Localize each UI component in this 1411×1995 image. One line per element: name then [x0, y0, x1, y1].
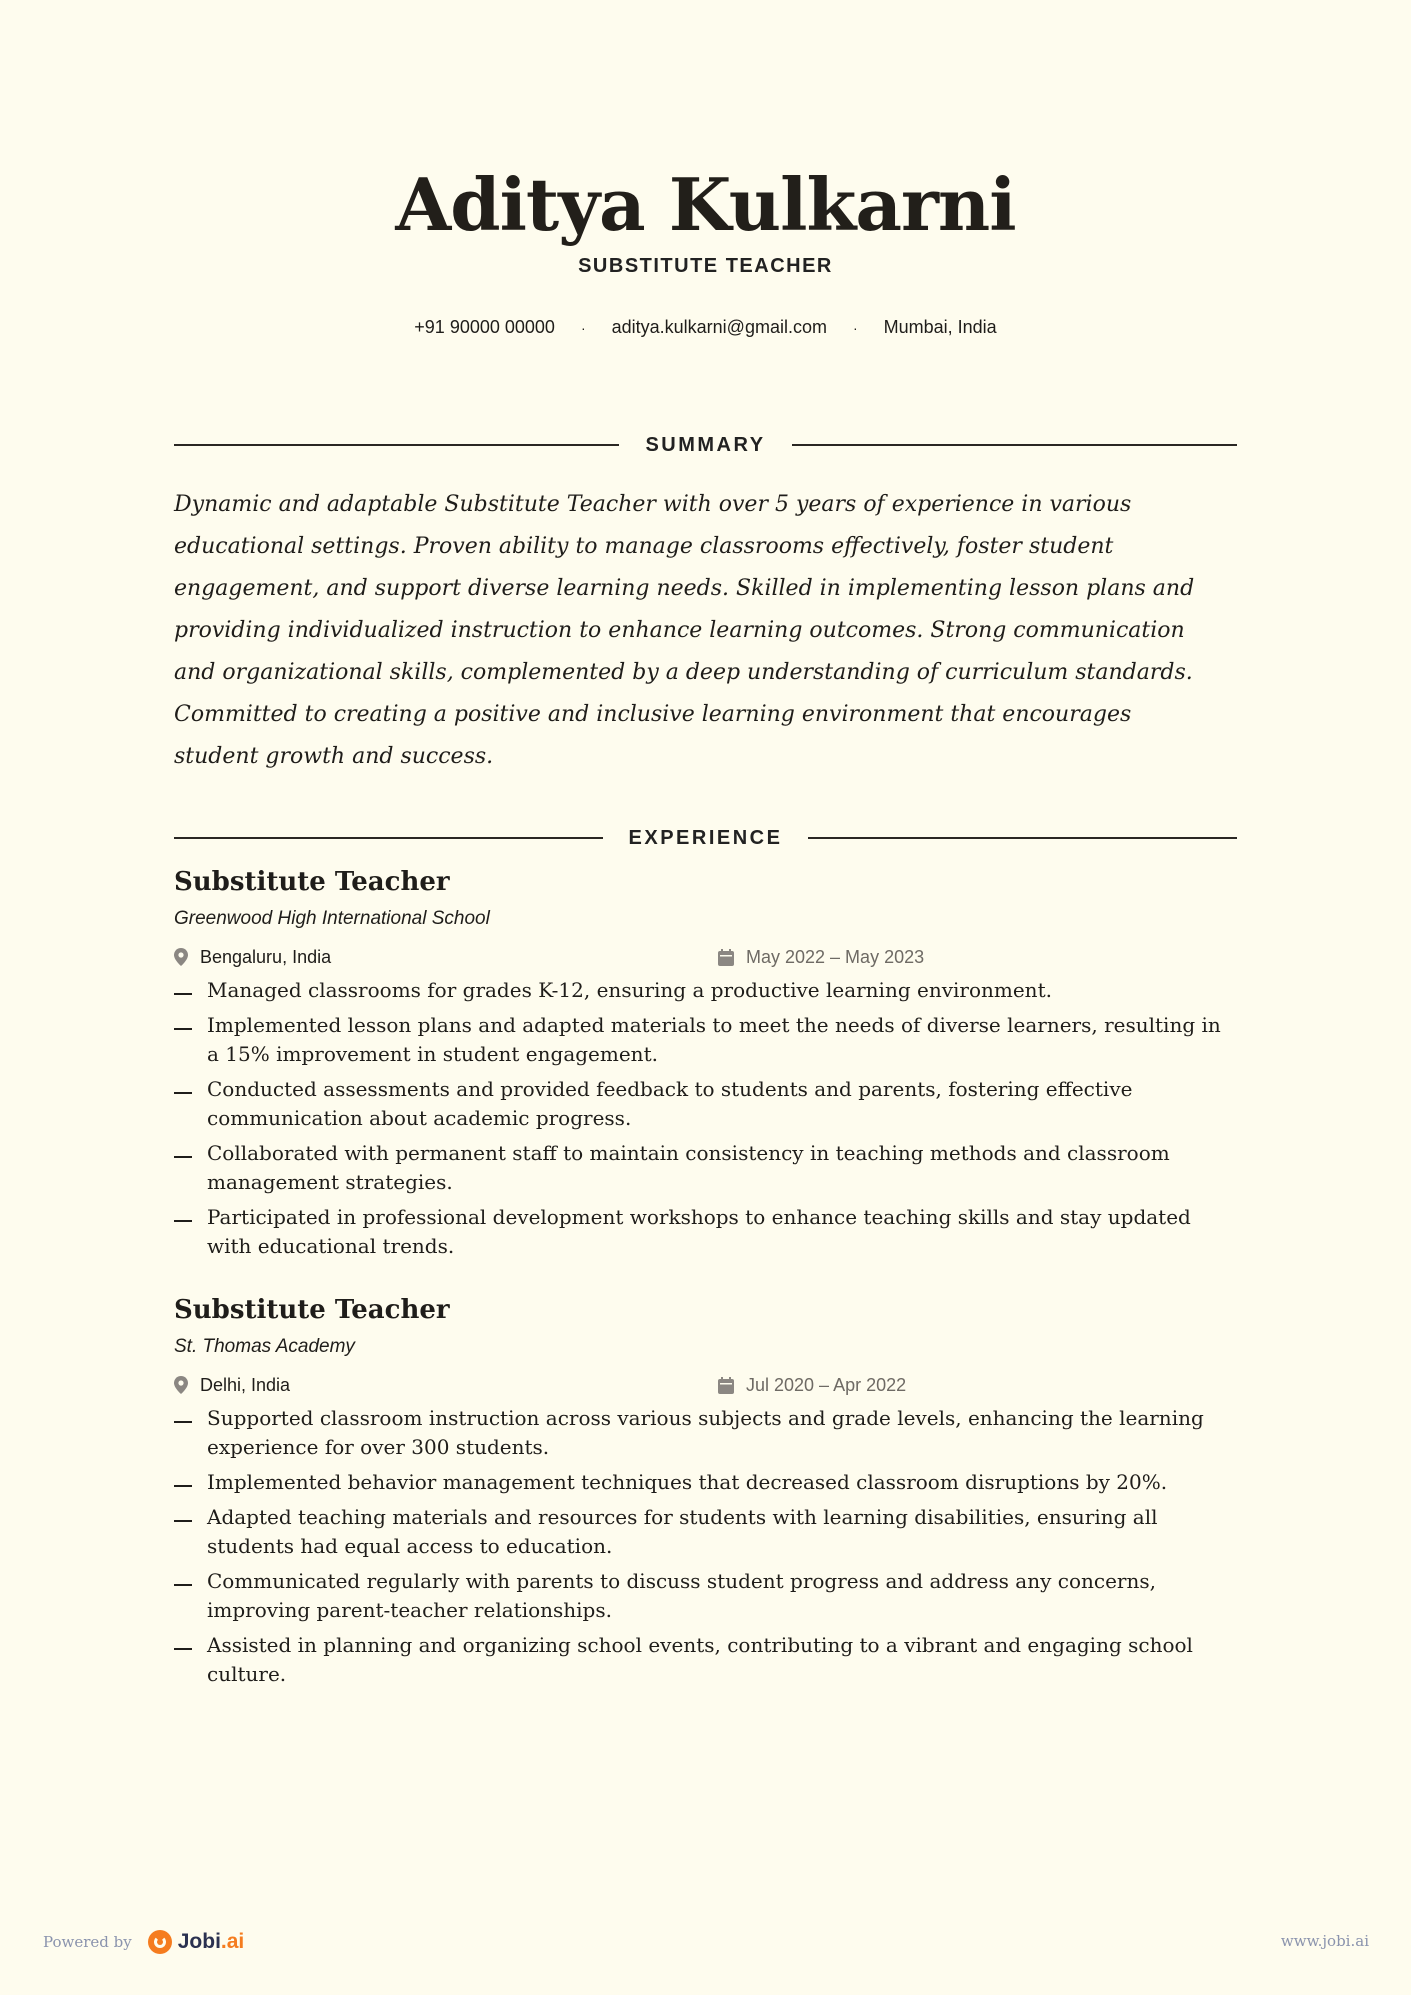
home-location: Mumbai, India [883, 317, 997, 337]
website-link[interactable]: www.jobi.ai [1280, 1932, 1369, 1950]
dash-icon [174, 1584, 192, 1586]
powered-by-label: Powered by [43, 1933, 132, 1951]
dash-icon [174, 1028, 192, 1030]
bullet-line: students had equal access to education. [207, 1534, 613, 1558]
dash-icon [174, 1520, 192, 1522]
job-location-text: Bengaluru, India [200, 947, 332, 967]
bullet-line: Communicated regularly with parents to discuss student progress and address any concerns, [207, 1569, 1156, 1593]
bullet-line: experience for over 300 students. [207, 1435, 550, 1459]
dash-icon [174, 1092, 192, 1094]
dash-icon [174, 1156, 192, 1158]
bullet-line: with educational trends. [207, 1234, 455, 1258]
summary-text [174, 484, 1244, 778]
bullet-line: Supported classroom instruction across various subjects and grade levels, enhancing the learning [207, 1406, 1204, 1430]
bullet-line: management strategies. [207, 1170, 453, 1194]
job-dates-text: May 2022 – May 2023 [746, 947, 925, 967]
logo-suffix: .ai [220, 1930, 245, 1953]
experience-entry [174, 1292, 1244, 1695]
job-company: St. Thomas Academy [174, 1336, 355, 1357]
bullet-line: Implemented lesson plans and adapted materials to meet the needs of diverse learners, resulting in [207, 1013, 1221, 1037]
bullet-line: Participated in professional development workshops to enhance teaching skills and stay updated [207, 1205, 1191, 1229]
bullet-item [174, 1075, 1244, 1133]
bullet-item [174, 1203, 1244, 1261]
jobi-logo-icon [148, 1930, 172, 1954]
bullet-item [174, 1139, 1244, 1197]
bullet-item [174, 1011, 1244, 1069]
location-pin-icon [174, 948, 188, 966]
summary-line: engagement, and support diverse learning needs. Skilled in implementing lesson plans and [174, 576, 1195, 601]
bullet-line: culture. [207, 1662, 287, 1686]
job-dates-text: Jul 2020 – Apr 2022 [746, 1375, 907, 1395]
dash-icon [174, 1421, 192, 1423]
experience-heading [174, 823, 1237, 853]
calendar-icon [718, 949, 734, 966]
summary-heading [174, 430, 1237, 460]
summary-line: Committed to creating a positive and inclusive learning environment that encourages [174, 702, 1132, 727]
summary-line: educational settings. Proven ability to manage classrooms effectively, foster student [174, 534, 1114, 559]
logo-text: Jobi [177, 1930, 221, 1953]
bullet-item [174, 1404, 1244, 1462]
bullet-item [174, 1631, 1244, 1689]
job-dates [718, 1372, 906, 1398]
job-role: Substitute Teacher [174, 1295, 450, 1325]
bullet-item [174, 1468, 1244, 1497]
bullet-line: Assisted in planning and organizing school events, contributing to a vibrant and engaging school [207, 1633, 1193, 1657]
bullet-item [174, 1567, 1244, 1625]
bullet-line: improving parent-teacher relationships. [207, 1598, 612, 1622]
section-rule [174, 444, 619, 446]
job-meta [174, 1372, 1244, 1398]
candidate-title: SUBSTITUTE TEACHER [578, 255, 833, 277]
summary-line: and organizational skills, complemented by a deep understanding of curriculum standards. [174, 660, 1193, 685]
location-pin-icon [174, 1376, 188, 1394]
job-bullets [174, 1404, 1244, 1689]
footer-branding [43, 1930, 244, 1954]
contact-line [0, 317, 1411, 338]
contact-separator: · [852, 319, 858, 336]
job-meta [174, 944, 1244, 970]
candidate-name: Aditya Kulkarni [395, 162, 1016, 247]
section-rule [174, 837, 603, 839]
bullet-line: Managed classrooms for grades K-12, ensuring a productive learning environment. [207, 978, 1052, 1002]
dash-icon [174, 1220, 192, 1222]
job-location [174, 1372, 290, 1398]
summary-line: Dynamic and adaptable Substitute Teacher with over 5 years of experience in various [174, 492, 1132, 517]
summary-line: providing individualized instruction to enhance learning outcomes. Strong communication [174, 618, 1185, 643]
bullet-line: communication about academic progress. [207, 1106, 632, 1130]
bullet-line: Implemented behavior management techniques that decreased classroom disruptions by 20%. [207, 1470, 1168, 1494]
bullet-line: Adapted teaching materials and resources for students with learning disabilities, ensuring all [207, 1505, 1158, 1529]
bullet-item [174, 976, 1244, 1005]
jobi-logo[interactable] [148, 1930, 245, 1954]
bullet-line: Conducted assessments and provided feedback to students and parents, fostering effective [207, 1077, 1133, 1101]
section-title: SUMMARY [645, 433, 766, 456]
job-bullets [174, 976, 1244, 1261]
bullet-line: a 15% improvement in student engagement. [207, 1042, 658, 1066]
job-location-text: Delhi, India [200, 1375, 291, 1395]
contact-separator: · [580, 319, 586, 336]
summary-line: student growth and success. [174, 744, 494, 769]
bullet-item [174, 1503, 1244, 1561]
dash-icon [174, 993, 192, 995]
email-address: aditya.kulkarni@gmail.com [611, 317, 827, 337]
job-dates [718, 944, 924, 970]
phone-number: +91 90000 00000 [414, 317, 555, 337]
section-rule [808, 837, 1237, 839]
bullet-line: Collaborated with permanent staff to maintain consistency in teaching methods and classroom [207, 1141, 1170, 1165]
section-rule [792, 444, 1237, 446]
job-location [174, 944, 331, 970]
job-role: Substitute Teacher [174, 867, 450, 897]
dash-icon [174, 1648, 192, 1650]
section-title: EXPERIENCE [628, 826, 783, 849]
job-company: Greenwood High International School [174, 908, 490, 929]
experience-entry [174, 864, 1244, 1267]
dash-icon [174, 1485, 192, 1487]
calendar-icon [718, 1377, 734, 1394]
